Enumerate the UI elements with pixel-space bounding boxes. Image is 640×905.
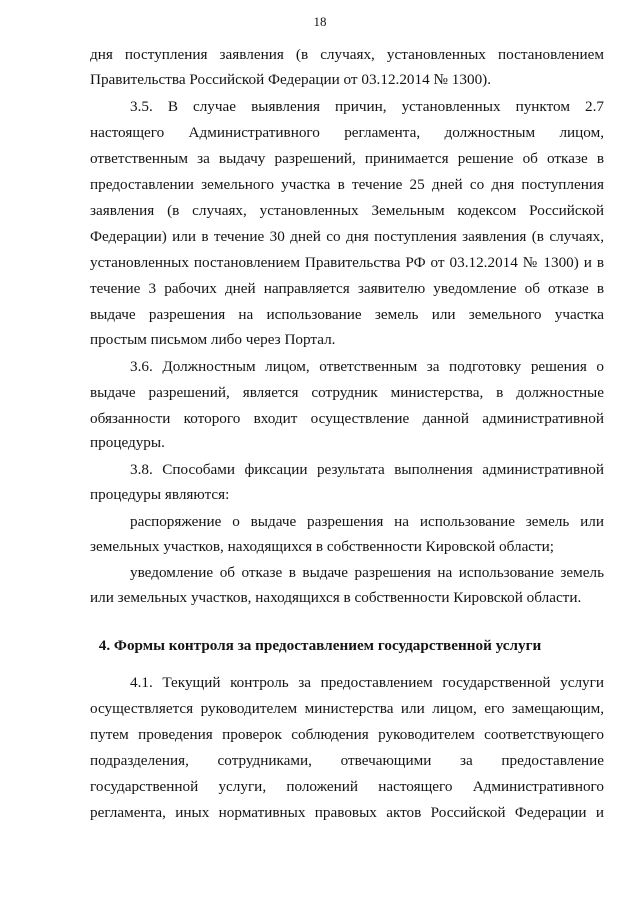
text-line: заявления (в случаях, установленных Земельным кодексом Российской (90, 202, 604, 219)
text-line: 3.5. В случае выявления причин, установленных пунктом 2.7 (130, 98, 604, 115)
text-line: процедуры. (90, 434, 165, 451)
text-line: путем проведения проверок соблюдения руководителем соответствующего (90, 726, 604, 743)
text-line: распоряжение о выдаче разрешения на использование земель или (130, 513, 604, 530)
text-line: предоставлении земельного участка в течение 25 дней со дня поступления (90, 176, 604, 193)
text-line: дня поступления заявления (в случаях, установленных постановлением (90, 46, 604, 63)
text-line: или земельных участков, находящихся в собственности Кировской области. (90, 589, 582, 606)
text-line: выдаче разрешений, является сотрудник министерства, в должностные (90, 384, 604, 401)
text-line: регламента, иных нормативных правовых актов Российской Федерации и (90, 804, 604, 821)
text-line: выдаче разрешения на использование земель или земельного участка (90, 306, 604, 323)
text-line: государственной услуги, положений настоящего Административного (90, 778, 604, 795)
section-heading: 4. Формы контроля за предоставлением государственной услуги (98, 637, 542, 654)
text-line: настоящего Административного регламента, должностным лицом, (90, 124, 604, 141)
text-line: установленных постановлением Правительства РФ от 03.12.2014 № 1300) и в (90, 254, 604, 271)
text-line: обязанности которого входит осуществление данной административной (90, 410, 604, 427)
text-line: подразделения, сотрудниками, отвечающими за предоставление (90, 752, 604, 769)
text-line: уведомление об отказе в выдаче разрешения на использование земель (130, 564, 604, 581)
text-line: 3.6. Должностным лицом, ответственным за подготовку решения о (130, 358, 604, 375)
text-line: 4.1. Текущий контроль за предоставлением государственной услуги (130, 674, 604, 691)
text-line: течение 3 рабочих дней направляется заявителю уведомление об отказе в (90, 280, 604, 297)
text-line: земельных участков, находящихся в собственности Кировской области; (90, 538, 555, 555)
text-line: осуществляется руководителем министерства или лицом, его замещающим, (90, 700, 604, 717)
text-line: Правительства Российской Федерации от 03.12.2014 № 1300). (90, 71, 492, 88)
text-line: 3.8. Способами фиксации результата выполнения административной (130, 461, 604, 478)
text-line: простым письмом либо через Портал. (90, 331, 336, 348)
page-number: 18 (313, 14, 327, 29)
text-line: Федерации) или в течение 30 дней со дня поступления заявления (в случаях, (90, 228, 604, 245)
text-line: процедуры являются: (90, 486, 230, 503)
text-line: ответственным за выдачу разрешений, принимается решение об отказе в (90, 150, 604, 167)
